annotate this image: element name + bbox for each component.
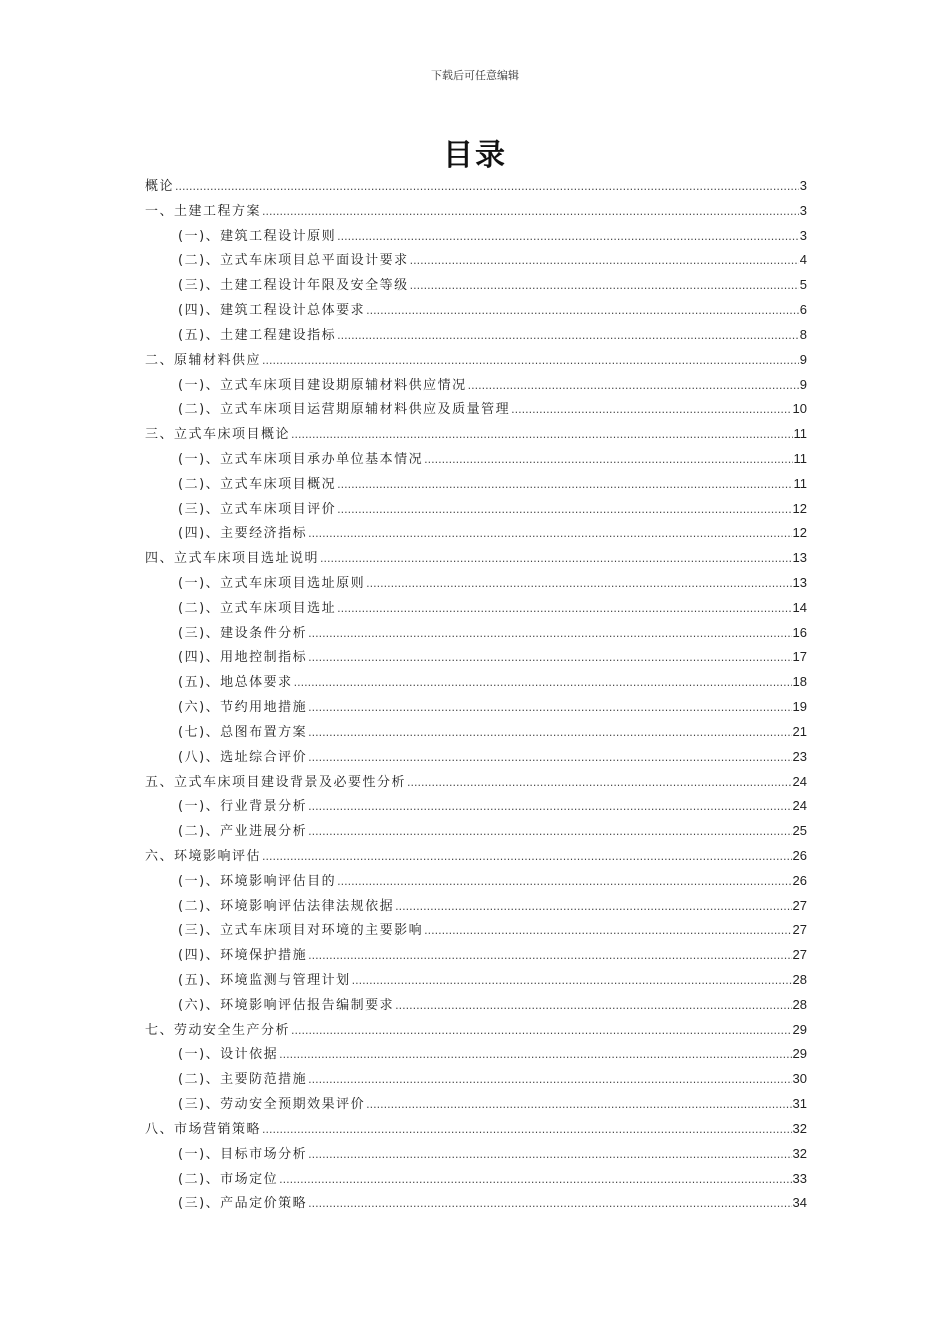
toc-dot-leader <box>424 448 792 473</box>
toc-entry-page-number: 14 <box>792 599 807 615</box>
toc-dot-leader <box>279 1168 791 1193</box>
toc-entry-label: (二)、立式车床项目选址 <box>178 600 337 616</box>
toc-dot-leader <box>337 473 792 498</box>
toc-entry-label: (二)、产业进展分析 <box>178 824 308 840</box>
toc-entry[interactable] <box>145 819 807 844</box>
toc-dot-leader <box>511 398 791 423</box>
toc-entry-page-number: 24 <box>792 798 807 814</box>
toc-entry[interactable] <box>145 273 807 298</box>
toc-dot-leader <box>366 299 799 324</box>
toc-dot-leader <box>407 771 792 796</box>
toc-entry[interactable] <box>145 794 807 819</box>
toc-dot-leader <box>337 870 791 895</box>
toc-dot-leader <box>308 696 791 721</box>
toc-entry-label: (一)、目标市场分析 <box>178 1146 308 1162</box>
toc-entry-label: 五、立式车床项目建设背景及必要性分析 <box>145 774 407 790</box>
toc-entry-label: 四、立式车床项目选址说明 <box>145 551 320 567</box>
toc-entry[interactable] <box>145 1092 807 1117</box>
toc-entry-label: 七、劳动安全生产分析 <box>145 1022 291 1038</box>
toc-entry-label: (一)、行业背景分析 <box>178 799 308 815</box>
toc-entry-label: (二)、主要防范措施 <box>178 1072 308 1088</box>
toc-entry-label: (三)、劳动安全预期效果评价 <box>178 1097 366 1113</box>
toc-entry-page-number: 9 <box>799 376 807 392</box>
toc-entry-page-number: 17 <box>792 649 807 665</box>
toc-dot-leader <box>262 845 792 870</box>
toc-entry-page-number: 29 <box>792 1046 807 1062</box>
toc-entry-page-number: 11 <box>793 475 807 491</box>
toc-entry[interactable] <box>145 373 807 398</box>
toc-dot-leader <box>320 547 792 572</box>
toc-entry-page-number: 5 <box>799 277 807 293</box>
toc-entry[interactable] <box>145 745 807 770</box>
toc-entry[interactable] <box>145 1067 807 1092</box>
toc-entry-label: 六、环境影响评估 <box>145 848 262 864</box>
toc-entry-page-number: 11 <box>793 450 807 466</box>
toc-entry-page-number: 28 <box>792 972 807 987</box>
toc-dot-leader <box>308 795 791 820</box>
toc-entry-label: (四)、主要经济指标 <box>178 526 308 542</box>
toc-entry[interactable] <box>145 918 807 943</box>
toc-entry-label: (一)、设计依据 <box>178 1047 279 1063</box>
toc-entry-label: (四)、建筑工程设计总体要求 <box>178 303 366 319</box>
toc-entry-label: (一)、环境影响评估目的 <box>178 873 337 889</box>
toc-entry-label: (四)、用地控制指标 <box>178 650 308 666</box>
toc-entry-page-number: 21 <box>792 723 807 739</box>
toc-entry-label: 三、立式车床项目概论 <box>145 427 291 443</box>
toc-dot-leader <box>337 324 799 349</box>
toc-dot-leader <box>410 274 799 299</box>
toc-entry[interactable] <box>145 1191 807 1216</box>
toc-entry-page-number: 29 <box>792 1021 807 1037</box>
toc-dot-leader <box>366 1093 791 1118</box>
toc-entry-page-number: 6 <box>799 302 807 318</box>
toc-entry-page-number: 11 <box>793 426 807 442</box>
toc-entry[interactable] <box>145 472 807 497</box>
toc-entry-page-number: 24 <box>792 773 807 789</box>
toc-entry[interactable] <box>145 174 807 199</box>
toc-dot-leader <box>308 820 791 845</box>
toc-dot-leader <box>308 1143 791 1168</box>
toc-dot-leader <box>308 1192 791 1217</box>
toc-entry-label: (六)、节约用地措施 <box>178 700 308 716</box>
table-of-contents <box>145 174 807 1216</box>
toc-dot-leader <box>308 944 791 969</box>
toc-dot-leader <box>308 721 791 746</box>
toc-entry-label: (七)、总图布置方案 <box>178 724 308 740</box>
toc-title: 目录 <box>443 138 507 173</box>
toc-entry[interactable] <box>145 1042 807 1067</box>
toc-entry-page-number: 8 <box>799 326 807 342</box>
toc-entry-page-number: 13 <box>792 550 807 566</box>
toc-entry-page-number: 26 <box>792 872 807 888</box>
toc-dot-leader <box>337 597 791 622</box>
toc-entry[interactable] <box>145 571 807 596</box>
toc-entry[interactable] <box>145 521 807 546</box>
toc-entry-label: (二)、立式车床项目概况 <box>178 476 337 492</box>
toc-entry-page-number: 23 <box>792 748 807 764</box>
toc-entry[interactable] <box>145 248 807 273</box>
toc-entry-page-number: 32 <box>792 1145 807 1161</box>
toc-entry-label: (二)、环境影响评估法律法规依据 <box>178 898 395 914</box>
toc-entry-label: (二)、立式车床项目运营期原辅材料供应及质量管理 <box>178 402 511 418</box>
toc-entry-label: (一)、立式车床项目建设期原辅材料供应情况 <box>178 377 467 393</box>
toc-dot-leader <box>262 1118 792 1143</box>
toc-entry[interactable] <box>145 224 807 249</box>
toc-entry-page-number: 27 <box>792 922 807 938</box>
toc-entry-page-number: 16 <box>792 624 807 640</box>
toc-dot-leader <box>308 746 791 771</box>
toc-dot-leader <box>291 1019 792 1044</box>
toc-entry[interactable] <box>145 844 807 869</box>
toc-entry-label: (一)、立式车床项目承办单位基本情况 <box>178 451 424 467</box>
toc-entry-label: (三)、产品定价策略 <box>178 1196 308 1212</box>
toc-entry-page-number: 3 <box>799 178 807 193</box>
toc-entry-page-number: 12 <box>792 500 807 516</box>
toc-entry-page-number: 32 <box>792 1120 807 1136</box>
toc-entry-page-number: 13 <box>792 575 807 590</box>
toc-entry-page-number: 33 <box>792 1170 807 1186</box>
toc-entry[interactable] <box>145 298 807 323</box>
toc-dot-leader <box>352 969 792 994</box>
toc-dot-leader <box>424 919 791 944</box>
toc-dot-leader <box>279 1043 791 1068</box>
toc-dot-leader <box>308 646 791 671</box>
toc-entry[interactable] <box>145 546 807 571</box>
toc-entry-label: (二)、市场定位 <box>178 1171 279 1187</box>
toc-entry[interactable] <box>145 497 807 522</box>
toc-entry-label: 一、土建工程方案 <box>145 203 262 219</box>
toc-entry-label: 二、原辅材料供应 <box>145 352 262 368</box>
toc-entry[interactable] <box>145 720 807 745</box>
toc-entry[interactable] <box>145 621 807 646</box>
toc-entry-label: (二)、立式车床项目总平面设计要求 <box>178 253 409 269</box>
toc-entry-page-number: 27 <box>792 897 807 913</box>
toc-entry-page-number: 30 <box>792 1071 807 1087</box>
toc-entry-page-number: 34 <box>792 1195 807 1211</box>
toc-dot-leader <box>308 622 791 647</box>
toc-entry[interactable] <box>145 1018 807 1043</box>
toc-entry-page-number: 4 <box>799 252 807 268</box>
toc-entry[interactable] <box>145 397 807 422</box>
toc-dot-leader <box>395 994 791 1019</box>
toc-entry-page-number: 26 <box>792 847 807 863</box>
toc-entry[interactable] <box>145 943 807 968</box>
toc-entry-label: (三)、建设条件分析 <box>178 625 308 641</box>
toc-entry-label: (三)、立式车床项目对环境的主要影响 <box>178 923 424 939</box>
toc-dot-leader <box>395 895 791 920</box>
toc-entry-page-number: 27 <box>792 947 807 963</box>
toc-entry-page-number: 25 <box>792 823 807 839</box>
toc-entry-label: (一)、建筑工程设计原则 <box>178 228 337 244</box>
toc-entry[interactable] <box>145 695 807 720</box>
toc-dot-leader <box>294 671 792 696</box>
toc-entry-label: (一)、立式车床项目选址原则 <box>178 576 366 591</box>
toc-entry[interactable] <box>145 323 807 348</box>
toc-entry[interactable] <box>145 968 807 993</box>
toc-entry[interactable] <box>145 447 807 472</box>
toc-dot-leader <box>308 1068 791 1093</box>
toc-entry-label: (三)、立式车床项目评价 <box>178 501 337 517</box>
toc-entry-label: (三)、土建工程设计年限及安全等级 <box>178 278 409 294</box>
toc-entry-page-number: 19 <box>792 699 807 715</box>
toc-entry[interactable] <box>145 199 807 224</box>
toc-entry-page-number: 3 <box>799 227 807 243</box>
toc-entry[interactable] <box>145 1117 807 1142</box>
toc-entry[interactable] <box>145 869 807 894</box>
toc-dot-leader <box>410 249 799 274</box>
toc-entry-page-number: 18 <box>792 674 807 690</box>
toc-dot-leader <box>262 200 799 225</box>
toc-dot-leader <box>175 175 799 200</box>
toc-entry[interactable] <box>145 1167 807 1192</box>
toc-dot-leader <box>468 374 799 399</box>
toc-entry-page-number: 28 <box>792 996 807 1012</box>
toc-entry[interactable] <box>145 422 807 447</box>
toc-entry-label: 八、市场营销策略 <box>145 1121 262 1137</box>
toc-dot-leader <box>337 225 799 250</box>
toc-entry[interactable] <box>145 993 807 1018</box>
toc-dot-leader <box>366 572 791 597</box>
toc-dot-leader <box>337 498 791 523</box>
toc-dot-leader <box>291 423 792 448</box>
page-header: 下载后可任意编辑 <box>431 69 519 82</box>
toc-entry-label: (五)、环境监测与管理计划 <box>178 973 351 988</box>
toc-entry-label: (六)、环境影响评估报告编制要求 <box>178 997 395 1013</box>
toc-entry-page-number: 10 <box>792 401 807 417</box>
toc-entry[interactable] <box>145 1142 807 1167</box>
toc-entry[interactable] <box>145 770 807 795</box>
toc-dot-leader <box>308 522 791 547</box>
toc-entry[interactable] <box>145 670 807 695</box>
toc-entry-label: 概论 <box>145 179 175 194</box>
toc-entry[interactable] <box>145 596 807 621</box>
toc-entry-page-number: 12 <box>792 525 807 541</box>
toc-entry-page-number: 31 <box>792 1096 807 1112</box>
toc-entry[interactable] <box>145 894 807 919</box>
toc-entry-label: (四)、环境保护措施 <box>178 948 308 964</box>
toc-entry-page-number: 9 <box>799 351 807 367</box>
toc-entry[interactable] <box>145 645 807 670</box>
toc-entry-page-number: 3 <box>799 202 807 218</box>
toc-entry-label: (五)、土建工程建设指标 <box>178 327 337 343</box>
toc-entry-label: (八)、选址综合评价 <box>178 749 308 765</box>
toc-entry-label: (五)、地总体要求 <box>178 675 293 691</box>
toc-entry[interactable] <box>145 348 807 373</box>
toc-dot-leader <box>262 349 799 374</box>
